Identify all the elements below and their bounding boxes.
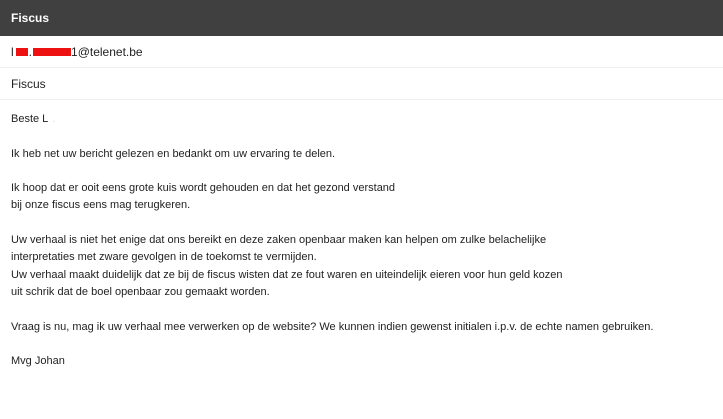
subject-text: Fiscus bbox=[11, 76, 46, 91]
recipient-prefix: l bbox=[11, 44, 14, 59]
body-line: Uw verhaal maakt duidelijk dat ze bij de fiscus wisten dat ze fout waren en uiteindelijk eieren voor hun geld kozen bbox=[11, 268, 563, 281]
body-line: Ik hoop dat er ooit eens grote kuis wordt gehouden en dat het gezond verstand bbox=[11, 182, 396, 195]
greeting bbox=[11, 111, 711, 128]
signature bbox=[11, 353, 711, 370]
paragraph-hope bbox=[11, 180, 711, 215]
email-title-bar bbox=[0, 0, 723, 36]
body-line: interpretaties met zware gevolgen in de toekomst te vermijden. bbox=[11, 251, 317, 264]
email-title: Fiscus bbox=[11, 11, 50, 25]
recipient-address[interactable] bbox=[11, 45, 143, 59]
paragraph-thanks bbox=[11, 146, 711, 163]
recipient-separator: . bbox=[28, 44, 33, 59]
paragraph-story bbox=[11, 232, 711, 301]
greeting-trail: . bbox=[52, 113, 56, 125]
recipient-suffix: 1@telenet.be bbox=[71, 44, 143, 59]
email-body bbox=[11, 111, 711, 388]
redaction-mark bbox=[16, 48, 28, 56]
recipient-row bbox=[0, 36, 723, 68]
signature-text: Mvg Johan bbox=[11, 355, 65, 368]
body-line: Uw verhaal is niet het enige dat ons bereikt en deze zaken openbaar maken kan helpen om zulke belachelijke bbox=[11, 234, 547, 247]
subject-row bbox=[0, 68, 723, 100]
body-line: bij onze fiscus eens mag terugkeren. bbox=[11, 199, 191, 212]
body-line: Ik heb net uw bericht gelezen en bedankt om uw ervaring te delen. bbox=[11, 147, 336, 160]
body-line: Vraag is nu, mag ik uw verhaal mee verwerken op de website? We kunnen indien gewenst initialen i.p.v. de echte namen gebruiken. bbox=[11, 320, 654, 333]
paragraph-question bbox=[11, 319, 711, 336]
redaction-mark bbox=[33, 48, 71, 56]
body-line: uit schrik dat de boel openbaar zou gemaakt worden. bbox=[11, 285, 270, 298]
greeting-text: Beste L bbox=[11, 113, 49, 125]
